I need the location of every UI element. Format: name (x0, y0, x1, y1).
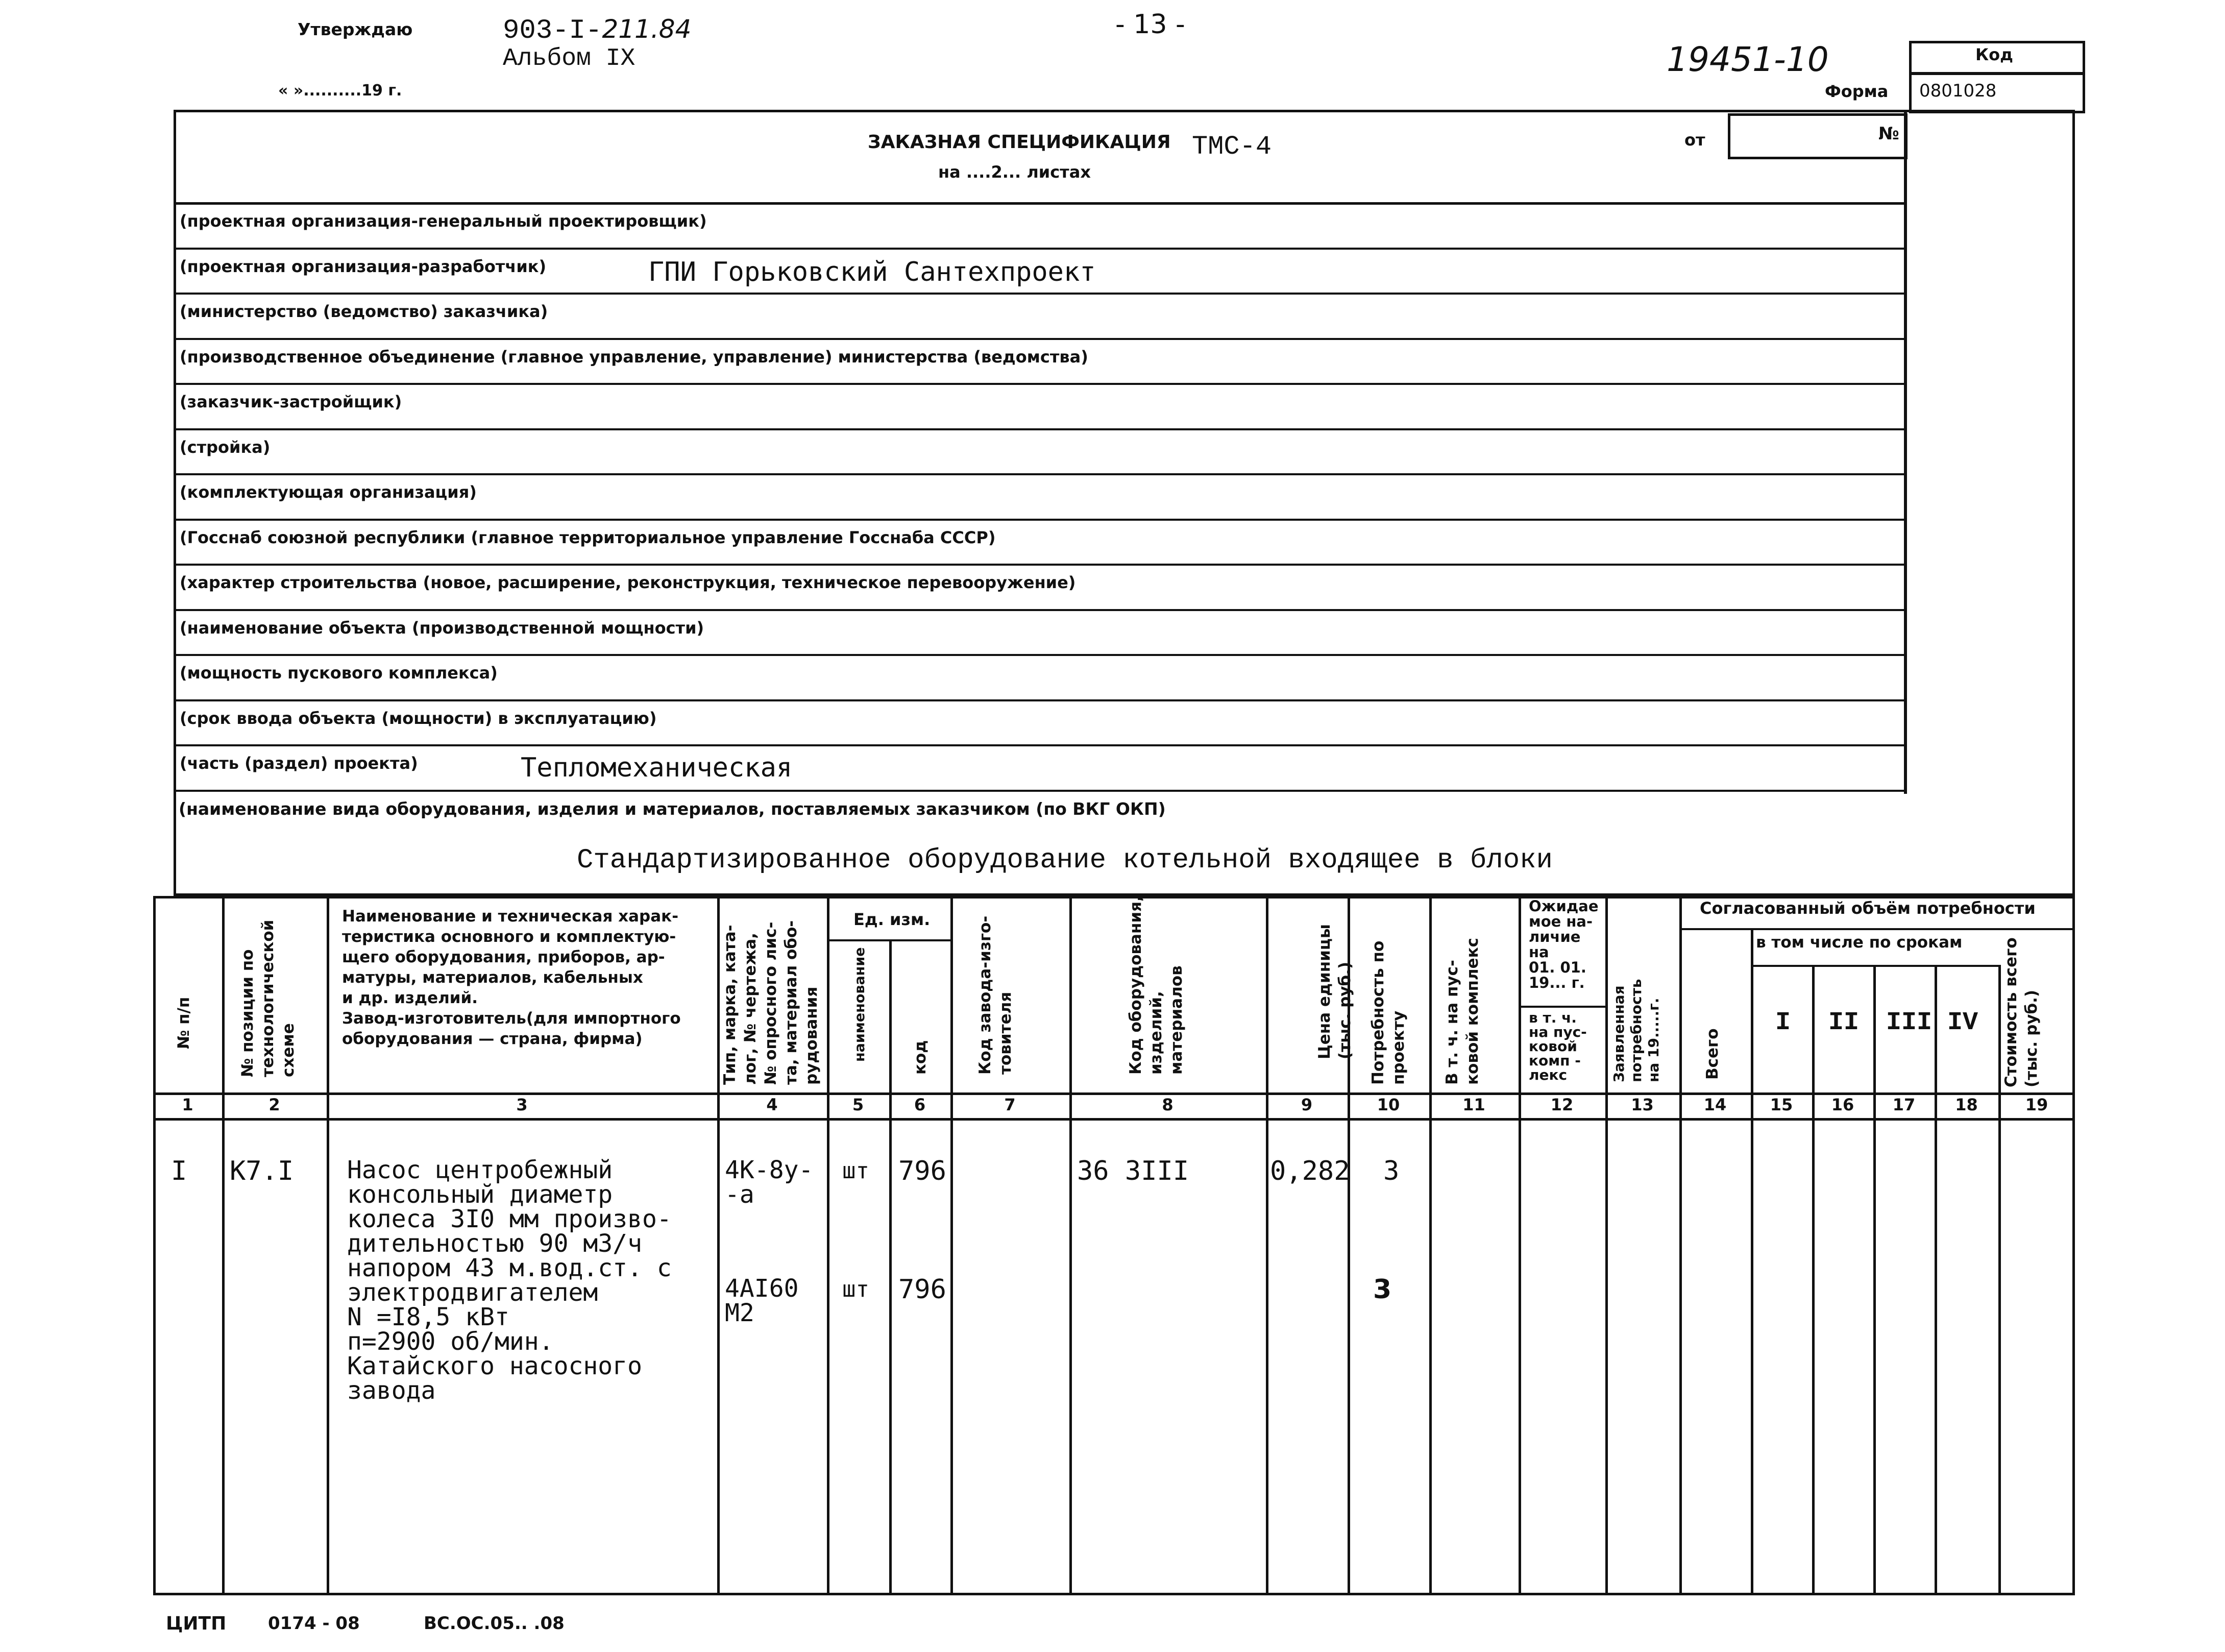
header-line: мое на- (1529, 913, 1593, 930)
equipment-type-value: Стандартизированное оборудование котельной входящее в блоки (577, 845, 1553, 876)
footer-org: ЦИТП (166, 1613, 227, 1634)
field-label: (стройка) (180, 437, 271, 457)
header-line: потребность (1628, 979, 1645, 1082)
header-line: в т. ч. (1529, 1009, 1577, 1026)
field-row (174, 566, 1906, 611)
header-line: лог, № чертежа, (741, 933, 760, 1085)
column-number: 11 (1462, 1095, 1485, 1114)
number-row-line (153, 1118, 2075, 1121)
col-header-2 (237, 904, 299, 1077)
column-divider (1812, 965, 1815, 1595)
header-line: (тыс. руб.) (1336, 961, 1354, 1059)
doc-number-printed: 903-I- (503, 15, 602, 46)
row-name: Насос центробежный консольный диаметр колеса 3I0 мм произво- дительностью 90 м3/ч напором 43 м.вод.ст. с электродвигателем N =I8,5 кВт п=2900 об/мин. Катайского насосного завода (347, 1156, 672, 1405)
header-line: 01. 01. (1529, 959, 1586, 976)
field-label: (срок ввода объекта (мощности) в эксплуатацию) (180, 708, 657, 728)
header-line: на (1529, 943, 1549, 961)
agreed-group-header: Согласованный объём потребности (1700, 898, 2036, 918)
field-row (174, 701, 1906, 747)
column-number: 9 (1301, 1095, 1313, 1114)
field-label: (комплектующая организация) (180, 482, 477, 502)
column-divider (1069, 896, 1072, 1595)
column-divider (827, 896, 829, 1595)
col-header-2-text: № позиции по технологической схеме (238, 919, 298, 1077)
field-row (174, 475, 1906, 521)
header-line: оборудования — страна, фирма) (342, 1030, 643, 1048)
header-line: материалов (1167, 965, 1186, 1075)
field-row (174, 250, 1906, 295)
header-line: Код оборудования, (1127, 895, 1145, 1075)
field-label: (наименование объекта (производственной мощности) (180, 618, 704, 638)
column-divider (1605, 896, 1608, 1595)
row-number: I (171, 1156, 187, 1186)
col12-split-line (1519, 1006, 1605, 1008)
column-number: 6 (914, 1095, 926, 1114)
col-header-13 (1610, 909, 1662, 1082)
header-line: Потребность по (1369, 940, 1387, 1085)
footer-num-1: 0174 - 08 (268, 1613, 360, 1634)
column-number: 3 (516, 1095, 528, 1114)
field-label: (Госснаб союзной республики (главное территориальное управление Госснаба СССР) (180, 527, 996, 547)
col-header-19 (2001, 914, 2042, 1087)
field-row (174, 204, 1906, 250)
header-line: ковой комплекс (1463, 937, 1482, 1085)
row-price: 0,282 (1270, 1156, 1350, 1186)
field-label: (проектная организация-разработчик) (180, 256, 547, 276)
field-row (174, 430, 1906, 476)
column-number: 17 (1892, 1095, 1916, 1114)
header-line: теристика основного и комплектую- (342, 928, 676, 946)
col-header-9 (1314, 906, 1355, 1059)
header-line: № опросного лис- (762, 921, 780, 1085)
header-line: Тип, марка, ката- (721, 925, 739, 1085)
header-line: В т. ч. на пус- (1443, 960, 1461, 1085)
field-row (174, 746, 1906, 792)
equipment-type-label: (наименование вида оборудования, изделия и материалов, поставляемых заказчиком (по ВКГ ОКП) (179, 799, 1166, 819)
header-line: Ожидае (1529, 897, 1599, 915)
column-number: 19 (2025, 1095, 2048, 1114)
col-header-12-top (1529, 898, 1610, 990)
col-header-15: I (1775, 1008, 1791, 1037)
page-number: - 13 - (1115, 9, 1185, 40)
album-label: Альбом IX (503, 45, 635, 72)
header-line: товителя (996, 991, 1015, 1075)
header-line: 19... г. (1529, 974, 1585, 991)
header-line: Наименование и техническая харак- (342, 907, 679, 926)
col-header-1: № п/п (175, 997, 193, 1049)
field-label: (заказчик-застройщик) (180, 392, 402, 411)
col-header-7 (975, 901, 1016, 1075)
header-line: Цена единицы (1315, 924, 1334, 1059)
field-row (174, 521, 1906, 566)
date-line: « »..........19 г. (278, 82, 402, 100)
column-divider (1751, 928, 1753, 1595)
col-header-3 (342, 906, 720, 1049)
col-header-18: IV (1947, 1008, 1978, 1037)
field-label: (министерство (ведомство) заказчика) (180, 302, 548, 321)
column-divider (1519, 896, 1521, 1595)
row-equip-code: 36 3III (1077, 1156, 1189, 1186)
column-divider (327, 896, 329, 1595)
row-code-1: 796 (898, 1156, 946, 1186)
header-line: рудования (802, 986, 821, 1085)
forma-label: Форма (1825, 82, 1889, 101)
field-value: Тепломеханическая (521, 752, 793, 783)
forma-code: 0801028 (1919, 81, 1997, 101)
ot-label: от (1684, 130, 1705, 150)
column-divider (950, 896, 953, 1595)
header-line: (тыс. руб.) (2022, 989, 2041, 1087)
row-type-1: 4К-8у- -а (725, 1156, 814, 1209)
field-label: (мощность пускового комплекса) (180, 663, 498, 683)
doc-number (503, 14, 691, 46)
column-divider (889, 939, 892, 1595)
header-line: щего оборудования, приборов, ар- (342, 948, 665, 966)
col-header-5: наименование (852, 947, 868, 1062)
field-underline (174, 790, 1906, 792)
field-row (174, 611, 1906, 657)
field-row (174, 340, 1906, 385)
unit-group-line (827, 939, 950, 941)
column-divider (1429, 896, 1432, 1595)
header-line: проекту (1389, 1010, 1408, 1085)
col-header-4 (720, 901, 822, 1085)
column-divider (1935, 965, 1937, 1595)
column-number: 8 (1162, 1095, 1173, 1114)
col-header-10 (1368, 901, 1409, 1085)
column-number: 10 (1377, 1095, 1400, 1114)
column-number: 1 (182, 1095, 193, 1114)
column-number: 12 (1550, 1095, 1574, 1114)
column-divider (222, 896, 225, 1595)
header-line: на 19.....г. (1645, 998, 1662, 1082)
column-divider (1266, 896, 1268, 1595)
col-header-11 (1442, 901, 1483, 1085)
field-label: (характер строительства (новое, расширение, реконструкция, техническое перевооружение) (180, 573, 1076, 592)
column-number: 15 (1770, 1095, 1793, 1114)
header-line: и др. изделий. (342, 989, 478, 1007)
unit-group-header: Ед. изм. (853, 910, 931, 929)
header-line: Код завода-изго- (976, 915, 994, 1075)
row-unit-1: шт (842, 1158, 869, 1184)
spec-title: ЗАКАЗНАЯ СПЕЦИФИКАЦИЯ (868, 132, 1171, 153)
col-header-8 (1126, 895, 1187, 1075)
row-type-2: 4АI60 М2 (725, 1274, 799, 1327)
row-need-1: 3 (1383, 1156, 1400, 1186)
field-label: (производственное объединение (главное управление, управление) министерства (ведомства) (180, 347, 1088, 367)
col-header-6: код (911, 1040, 930, 1075)
field-label: (часть (раздел) проекта) (180, 754, 418, 773)
col-header-16: II (1828, 1008, 1860, 1037)
doc-number-handwritten: 211.84 (602, 14, 692, 44)
terms-group-line (1751, 965, 1998, 967)
header-line: Стоимость всего (2002, 937, 2020, 1087)
column-number: 4 (766, 1095, 778, 1114)
row-need-2: 3 (1373, 1274, 1392, 1305)
approve-label: Утверждаю (298, 19, 413, 39)
col-header-17: III (1886, 1008, 1933, 1037)
header-line: та, материал обо- (782, 920, 800, 1085)
column-number: 18 (1955, 1095, 1978, 1114)
column-divider (1873, 965, 1876, 1595)
col-header-14: Всего (1703, 1028, 1722, 1080)
spec-code: ТМС-4 (1192, 132, 1272, 162)
no-label: № (1878, 124, 1899, 144)
header-line: Заявленная (1610, 985, 1627, 1082)
header-line: изделий, (1147, 991, 1165, 1075)
column-divider (1679, 896, 1682, 1595)
header-line: лекс (1529, 1066, 1568, 1083)
field-row (174, 656, 1906, 701)
column-number: 16 (1831, 1095, 1854, 1114)
row-unit-2: шт (842, 1276, 869, 1302)
row-code-2: 796 (898, 1274, 946, 1305)
kod-label: Код (1975, 45, 2013, 64)
field-label: (проектная организация-генеральный проектировщик) (180, 211, 707, 231)
field-row (174, 295, 1906, 340)
footer-num-2: ВС.ОС.05.. .08 (424, 1613, 565, 1634)
header-line: Завод-изготовитель(для импортного (342, 1009, 681, 1028)
header-line: ковой (1529, 1038, 1577, 1055)
title-underline (174, 202, 1906, 205)
column-number: 2 (268, 1095, 280, 1114)
header-line: комп - (1529, 1052, 1581, 1069)
field-row (174, 385, 1906, 430)
header-line: на пус- (1529, 1024, 1587, 1040)
col-header-12-bottom (1529, 1011, 1610, 1082)
field-value: ГПИ Горьковский Сантехпроект (648, 256, 1096, 287)
inventory-number: 19451-10 (1667, 40, 1829, 79)
spec-sheets: на ....2... листах (938, 162, 1091, 182)
row-position: К7.I (230, 1156, 294, 1186)
column-number: 5 (852, 1095, 864, 1114)
header-line: личие (1529, 928, 1581, 945)
header-line: матуры, материалов, кабельных (342, 968, 643, 987)
column-number: 14 (1703, 1095, 1727, 1114)
column-number: 13 (1631, 1095, 1654, 1114)
terms-group-header: в том числе по срокам (1756, 933, 1963, 952)
column-number: 7 (1004, 1095, 1016, 1114)
